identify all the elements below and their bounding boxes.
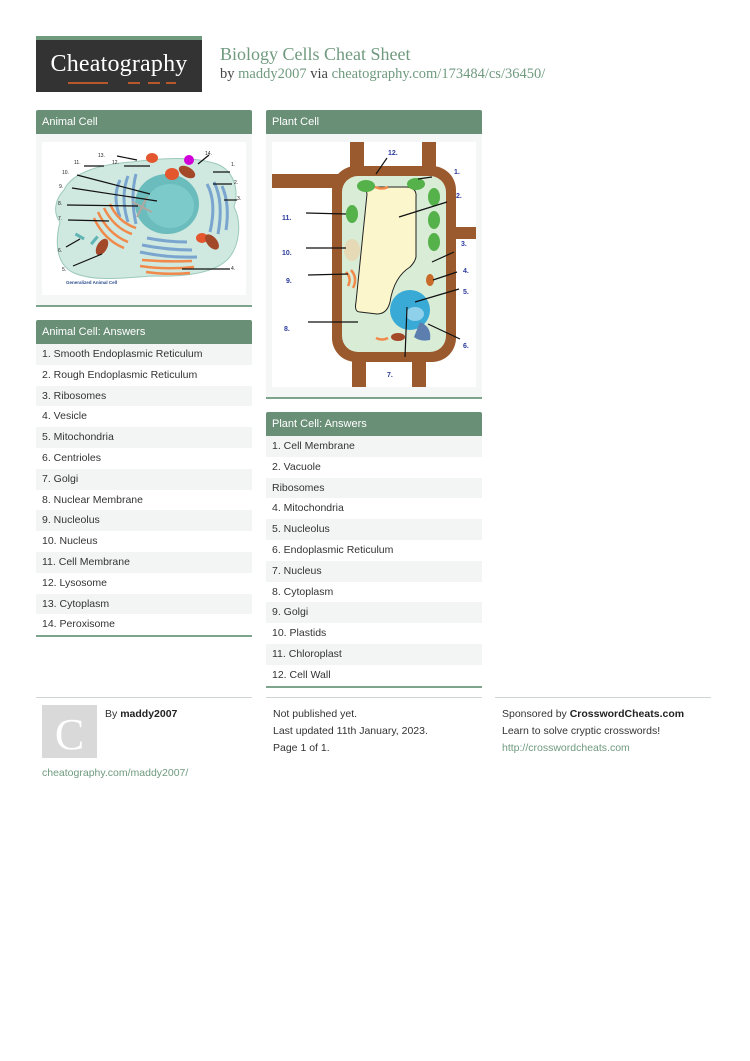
answer-row: 5. Nucleolus <box>266 519 482 540</box>
answer-row: 6. Centrioles <box>36 448 252 469</box>
footer-author <box>105 708 177 720</box>
plant-label-3: 3. <box>461 241 467 248</box>
section-heading: Animal Cell <box>36 110 252 134</box>
sheet-url-link[interactable]: cheatography.com/173484/cs/36450/ <box>331 66 546 82</box>
animal-label-8: 8. <box>58 201 63 207</box>
plant-label-5: 5. <box>463 289 469 296</box>
publish-status: Not published yet. <box>273 708 358 720</box>
logo-underline <box>148 82 160 84</box>
animal-label-11: 11. <box>74 160 81 166</box>
plant-answers-section <box>266 412 482 688</box>
answer-row: 8. Cytoplasm <box>266 582 482 603</box>
animal-label-13: 13. <box>98 153 105 159</box>
animal-label-9: 9. <box>59 184 64 190</box>
answer-row: 3. Ribosomes <box>36 386 252 407</box>
footer-divider <box>495 697 711 698</box>
plant-label-11: 11. <box>282 215 292 222</box>
logo-text: Cheatography <box>50 51 188 77</box>
page-title: Biology Cells Cheat Sheet <box>220 44 411 64</box>
sponsored-label: Sponsored by <box>502 708 567 720</box>
answer-row: 4. Mitochondria <box>266 498 482 519</box>
plant-cell-section <box>266 110 482 399</box>
section-heading: Animal Cell: Answers <box>36 320 252 344</box>
answer-row: 12. Lysosome <box>36 573 252 594</box>
answer-row: 2. Rough Endoplasmic Reticulum <box>36 365 252 386</box>
by-label: by <box>220 66 235 82</box>
footer-divider <box>266 697 482 698</box>
answer-row: 7. Golgi <box>36 469 252 490</box>
sponsor-tagline: Learn to solve cryptic crosswords! <box>502 725 661 737</box>
plant-label-4: 4. <box>463 268 469 275</box>
animal-label-4: 4. <box>231 266 236 272</box>
plant-label-12: 12. <box>388 150 398 157</box>
animal-cell-illustration <box>42 142 246 295</box>
last-updated: Last updated 11th January, 2023. <box>273 725 428 737</box>
plant-cell-diagram <box>272 142 476 387</box>
answer-row: Ribosomes <box>266 478 482 499</box>
animal-label-14: 14. <box>205 151 212 157</box>
answer-row: 6. Endoplasmic Reticulum <box>266 540 482 561</box>
page-subtitle <box>220 66 545 83</box>
answer-row: 9. Nucleolus <box>36 510 252 531</box>
section-divider <box>266 397 482 399</box>
plant-label-7: 7. <box>387 372 393 379</box>
answer-row: 12. Cell Wall <box>266 665 482 686</box>
animal-label-5: 5. <box>62 267 67 273</box>
plant-label-8: 8. <box>284 326 290 333</box>
answer-row: 13. Cytoplasm <box>36 594 252 615</box>
animal-label-6: 6. <box>58 248 63 254</box>
section-divider <box>36 635 252 637</box>
animal-diagram-caption: Generalized Animal Cell <box>66 280 118 285</box>
answer-row: 10. Plastids <box>266 623 482 644</box>
footer-author-name[interactable]: maddy2007 <box>120 708 178 720</box>
answer-row: 1. Smooth Endoplasmic Reticulum <box>36 344 252 365</box>
sponsor-line <box>502 708 684 720</box>
answer-row: 5. Mitochondria <box>36 427 252 448</box>
plant-label-10: 10. <box>282 250 292 257</box>
logo-underline <box>128 82 140 84</box>
sponsor-name[interactable]: CrosswordCheats.com <box>569 708 685 720</box>
author-avatar[interactable] <box>42 705 97 758</box>
plant-cell-illustration <box>272 142 476 387</box>
footer-author-url[interactable]: cheatography.com/maddy2007/ <box>42 767 189 779</box>
answer-row: 2. Vacuole <box>266 457 482 478</box>
cheatography-logo[interactable] <box>36 36 202 92</box>
answer-row: 11. Chloroplast <box>266 644 482 665</box>
footer-by-label: By <box>105 708 118 720</box>
answer-row: 9. Golgi <box>266 602 482 623</box>
animal-label-12: 12. <box>112 160 119 166</box>
answer-row: 11. Cell Membrane <box>36 552 252 573</box>
animal-label-2: 2. <box>234 180 239 186</box>
animal-label-10: 10. <box>62 170 69 176</box>
section-divider <box>36 305 252 307</box>
plant-label-2: 2. <box>456 193 462 200</box>
avatar-letter: C <box>54 710 85 759</box>
plant-label-1: 1. <box>454 169 460 176</box>
answer-row: 7. Nucleus <box>266 561 482 582</box>
animal-answers-section <box>36 320 252 637</box>
page-number: Page 1 of 1. <box>273 742 330 754</box>
answer-row: 1. Cell Membrane <box>266 436 482 457</box>
animal-cell-section <box>36 110 252 307</box>
plant-label-9: 9. <box>286 278 292 285</box>
answer-row: 14. Peroxisome <box>36 614 252 635</box>
author-link[interactable]: maddy2007 <box>238 66 307 82</box>
logo-underline <box>68 82 108 84</box>
answer-row: 4. Vesicle <box>36 406 252 427</box>
animal-label-7: 7. <box>58 216 63 222</box>
section-heading: Plant Cell <box>266 110 482 134</box>
animal-cell-diagram <box>42 142 246 295</box>
sponsor-url[interactable]: http://crosswordcheats.com <box>502 742 630 754</box>
footer-divider <box>36 697 252 698</box>
animal-label-3: 3. <box>237 196 242 202</box>
section-divider <box>266 686 482 688</box>
logo-underline <box>166 82 176 84</box>
answer-row: 8. Nuclear Membrane <box>36 490 252 511</box>
plant-label-6: 6. <box>463 343 469 350</box>
section-heading: Plant Cell: Answers <box>266 412 482 436</box>
via-label: via <box>310 66 328 82</box>
animal-label-1: 1. <box>231 162 236 168</box>
answer-row: 10. Nucleus <box>36 531 252 552</box>
